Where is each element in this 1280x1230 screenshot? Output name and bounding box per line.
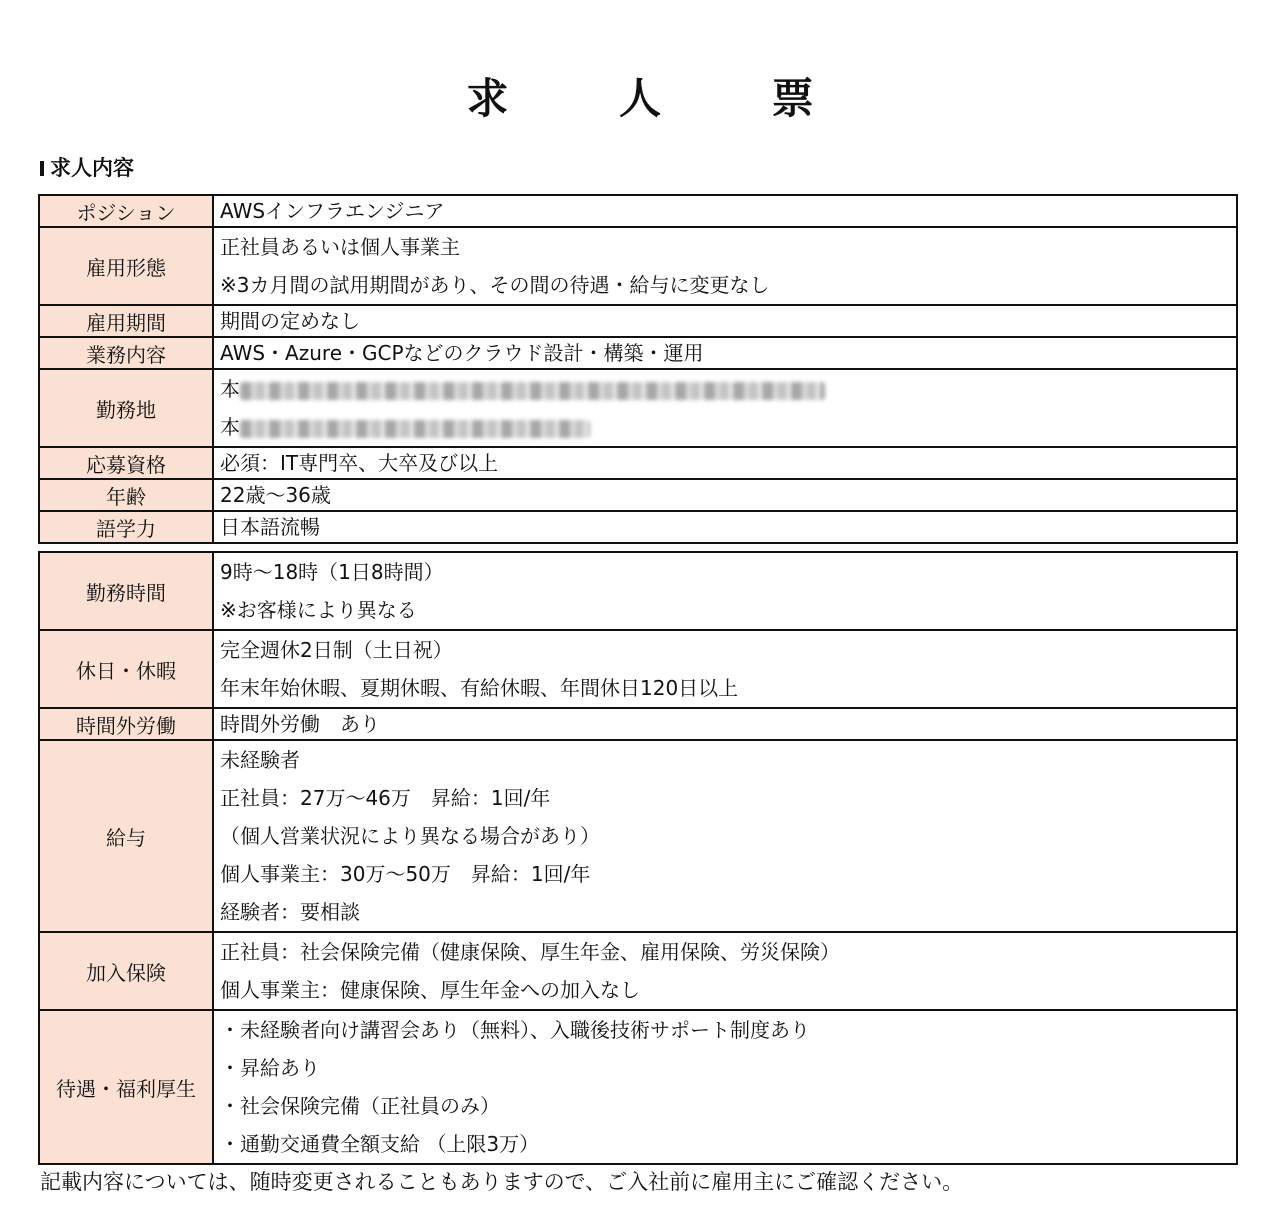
row-label: 雇用形態 <box>39 227 213 305</box>
value-line: 時間外労働 あり <box>220 712 380 736</box>
row-value <box>213 447 1237 479</box>
row-value <box>213 337 1237 369</box>
value-line: 未経験者 <box>220 748 300 772</box>
value-line: ※3カ月間の試用期間があり、その間の待遇・給与に変更なし <box>220 273 770 297</box>
table-row <box>39 932 1237 1010</box>
value-line: 経験者：要相談 <box>220 900 360 924</box>
row-value <box>213 1010 1237 1164</box>
value-line: 年末年始休暇、夏期休暇、有給休暇、年間休日120日以上 <box>220 676 739 700</box>
section-marker-icon <box>40 161 44 176</box>
row-label: 給与 <box>39 740 213 932</box>
address-prefix: 本 <box>220 377 240 401</box>
conditions-table <box>38 551 1238 1165</box>
value-line: 正社員：27万～46万 昇給：1回/年 <box>220 786 551 810</box>
value-line: AWS・Azure・GCPなどのクラウド設計・構築・運用 <box>220 341 704 365</box>
section-heading-text: 求人内容 <box>50 156 134 180</box>
address-prefix: 本 <box>220 415 240 439</box>
value-line <box>220 370 1236 408</box>
job-details-table <box>38 194 1238 544</box>
row-value <box>213 630 1237 708</box>
table-row <box>39 708 1237 740</box>
row-label: 業務内容 <box>39 337 213 369</box>
value-line: （個人営業状況により異なる場合があり） <box>220 824 600 848</box>
row-value <box>213 708 1237 740</box>
table-row <box>39 447 1237 479</box>
row-value <box>213 479 1237 511</box>
section-heading <box>40 152 134 182</box>
table-row <box>39 479 1237 511</box>
value-line: ・未経験者向け講習会あり（無料）、入職後技術サポート制度あり <box>220 1018 810 1042</box>
value-line: 個人事業主：健康保険、厚生年金への加入なし <box>220 978 640 1002</box>
row-value <box>213 227 1237 305</box>
value-line <box>220 408 1236 446</box>
table-row <box>39 337 1237 369</box>
value-line: 9時～18時（1日8時間） <box>220 560 444 584</box>
table-row <box>39 195 1237 227</box>
page-title: 求 人 票 <box>466 74 862 123</box>
value-line: 日本語流暢 <box>220 515 320 539</box>
value-line: 正社員：社会保険完備（健康保険、厚生年金、雇用保険、労災保険） <box>220 940 840 964</box>
value-line: ※お客様により異なる <box>220 598 417 622</box>
row-value <box>213 369 1237 447</box>
row-label: 勤務時間 <box>39 552 213 630</box>
value-line: ・通勤交通費全額支給 （上限3万） <box>220 1132 540 1156</box>
value-line: ・昇給あり <box>220 1056 320 1080</box>
footer-note: 記載内容については、随時変更されることもありますので、ご入社前に雇用主にご確認ください。 <box>40 1170 964 1194</box>
value-line: 22歳～36歳 <box>220 483 331 507</box>
table-row <box>39 1010 1237 1164</box>
row-value <box>213 305 1237 337</box>
row-label: 語学力 <box>39 511 213 543</box>
row-value <box>213 195 1237 227</box>
row-label: 休日・休暇 <box>39 630 213 708</box>
row-label: 時間外労働 <box>39 708 213 740</box>
table-row <box>39 369 1237 447</box>
row-label: ポジション <box>39 195 213 227</box>
table-row <box>39 630 1237 708</box>
redacted-address <box>240 382 825 400</box>
table-row <box>39 511 1237 543</box>
table-row <box>39 305 1237 337</box>
value-line: 必須：IT専門卒、大卒及び以上 <box>220 451 499 475</box>
value-line: 個人事業主：30万～50万 昇給：1回/年 <box>220 862 591 886</box>
row-label: 雇用期間 <box>39 305 213 337</box>
row-label: 加入保険 <box>39 932 213 1010</box>
value-line: 完全週休2日制（土日祝） <box>220 638 453 662</box>
row-value <box>213 511 1237 543</box>
row-label: 応募資格 <box>39 447 213 479</box>
row-value <box>213 740 1237 932</box>
row-value <box>213 552 1237 630</box>
row-label: 勤務地 <box>39 369 213 447</box>
row-value <box>213 932 1237 1010</box>
value-line: ・社会保険完備（正社員のみ） <box>220 1094 500 1118</box>
value-line: 期間の定めなし <box>220 309 360 333</box>
table-row <box>39 227 1237 305</box>
redacted-address <box>240 420 590 438</box>
table-row <box>39 552 1237 630</box>
row-label: 待遇・福利厚生 <box>39 1010 213 1164</box>
table-row <box>39 740 1237 932</box>
value-line: 正社員あるいは個人事業主 <box>220 235 460 259</box>
value-line: AWSインフラエンジニア <box>220 199 445 223</box>
row-label: 年齢 <box>39 479 213 511</box>
